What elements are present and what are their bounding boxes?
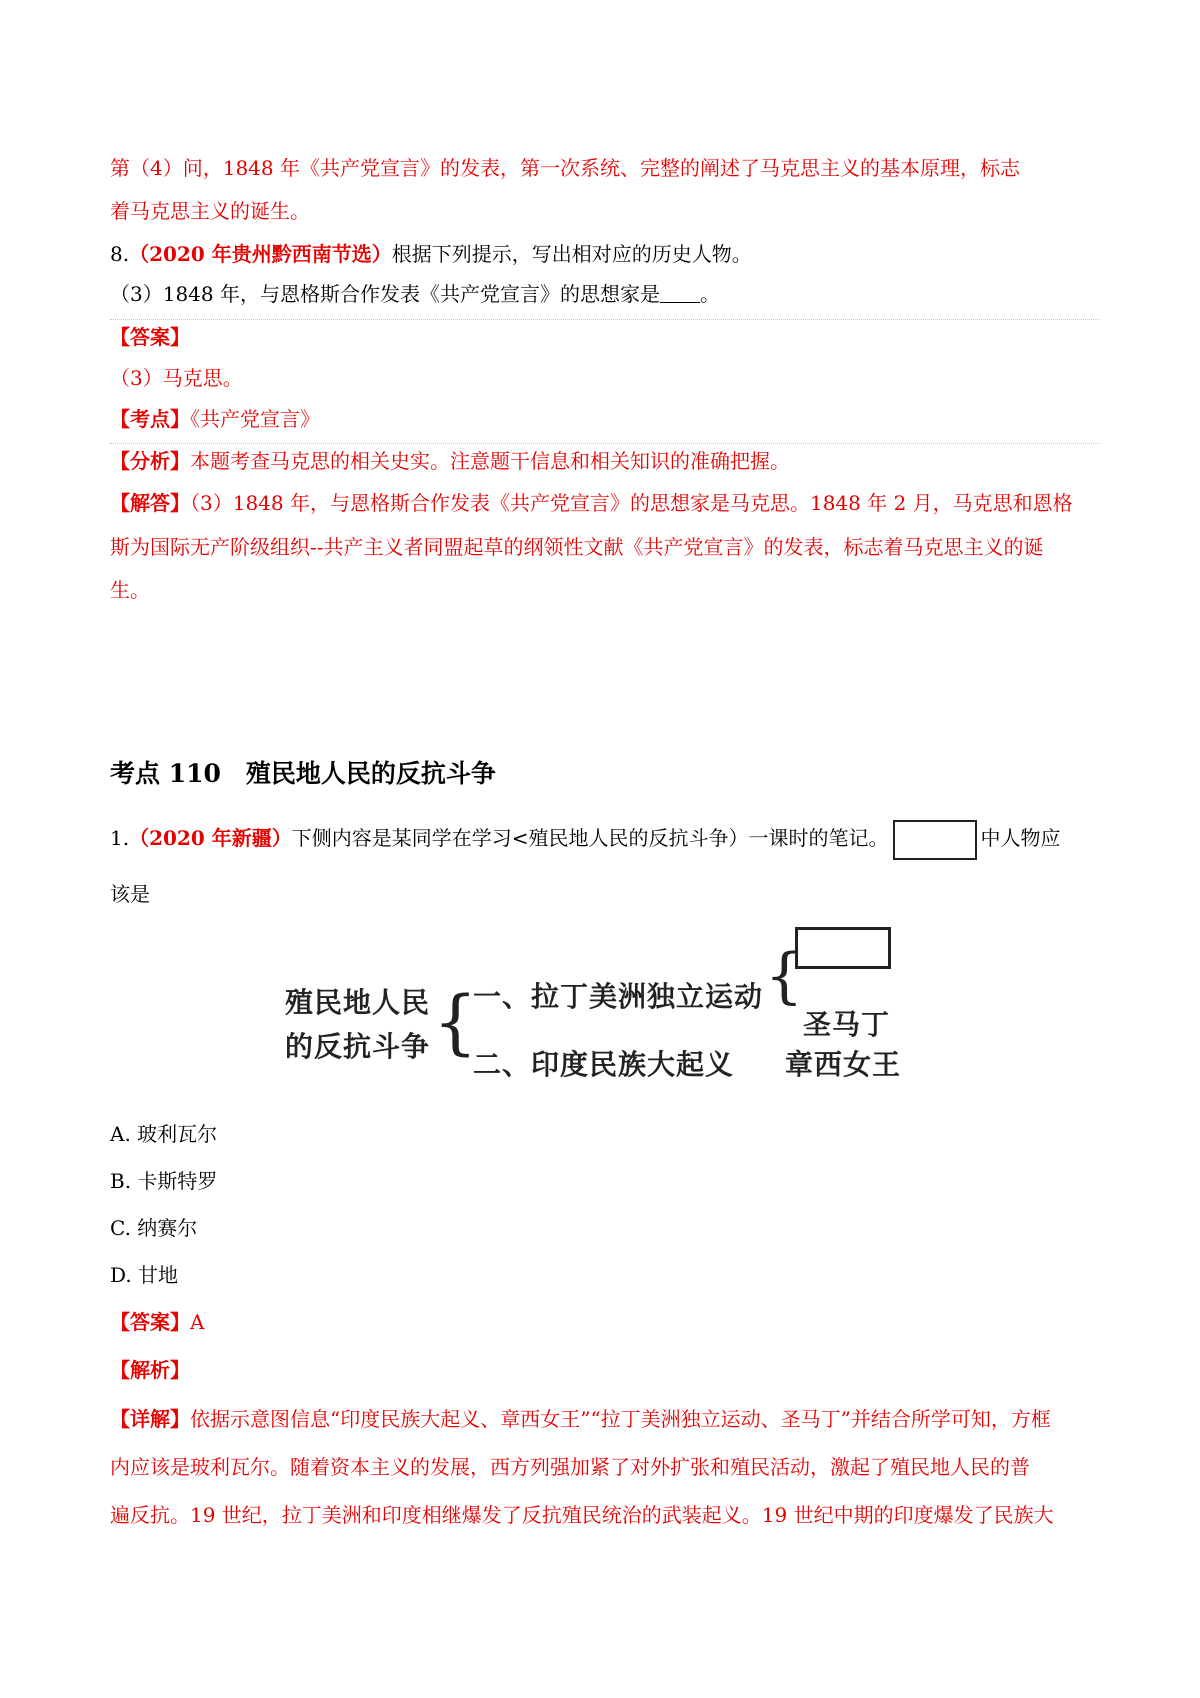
q1-xiangjie-text-1: 依据示意图信息“印度民族大起义、章西女王”“拉丁美洲独立运动、圣马丁”并结合所学可知，方框: [190, 1407, 1051, 1431]
q8-fenxi: [110, 447, 790, 475]
q8-sub-question-suffix: 。: [699, 282, 720, 306]
q8-stem: [110, 240, 752, 268]
q1-xiangjie-line-3: 遍反抗。19 世纪，拉丁美洲和印度相继爆发了反抗殖民统治的武装起义。19 世纪中期的印度爆发了民族大: [110, 1503, 1054, 1527]
q1-number: 1.: [110, 826, 130, 850]
q7-analysis-line-2: 着马克思主义的诞生。: [110, 199, 310, 223]
q1-source: （2020 年新疆）: [129, 826, 292, 850]
brace-icon: {: [433, 981, 478, 1063]
q8-answer-label: 【答案】: [110, 325, 190, 349]
blank-box: [893, 820, 977, 860]
q8-jieda-label: 【解答】: [110, 491, 190, 515]
q8-answer-text: （3）马克思。: [110, 366, 243, 390]
option-a: A. 玻利瓦尔: [110, 1122, 218, 1146]
q8-number: 8.: [110, 242, 130, 266]
diagram-branch-1: 一、拉丁美洲独立运动: [473, 980, 764, 1013]
option-d: D. 甘地: [110, 1263, 179, 1287]
diagram-leaf-2: 章西女王: [785, 1048, 902, 1081]
section-title: 考点 110 殖民地人民的反抗斗争: [110, 759, 496, 788]
q1-xiangjie-label: 【详解】: [110, 1407, 190, 1431]
q7-analysis-line-1: 第（4）问，1848 年《共产党宣言》的发表，第一次系统、完整的阐述了马克思主义的基本原理，标志: [110, 156, 1020, 180]
q1-xiangjie-line-1: [110, 1405, 1051, 1433]
option-c: C. 纳赛尔: [110, 1216, 198, 1240]
q8-stem-text: 根据下列提示，写出相对应的历史人物。: [391, 242, 752, 266]
q8-source: （2020 年贵州黔西南节选）: [129, 242, 392, 266]
q8-fenxi-text: 本题考查马克思的相关史实。注意题干信息和相关知识的准确把握。: [190, 449, 790, 473]
q8-fenxi-label: 【分析】: [110, 449, 190, 473]
diagram-blank-box: [795, 927, 891, 969]
diagram-root-line-2: 的反抗斗争: [285, 1030, 431, 1063]
q8-jieda-text-1: （3）1848 年，与恩格斯合作发表《共产党宣言》的思想家是马克思。1848 年 2 月，马克思和恩格: [190, 491, 1073, 515]
q1-stem-line-2: 该是: [110, 882, 150, 906]
divider: [110, 319, 1100, 320]
q8-jieda-line-3: 生。: [110, 578, 150, 602]
answer-blank: [660, 284, 700, 303]
q1-answer-value: A: [190, 1310, 205, 1334]
q8-kaodian-label: 【考点】: [110, 407, 190, 431]
q8-jieda-line-2: 斯为国际无产阶级组织--共产主义者同盟起草的纲领性文献《共产党宣言》的发表，标志着马克思主义的诞: [110, 535, 1044, 559]
diagram-branch-2: 二、印度民族大起义: [473, 1048, 735, 1081]
q1-xiangjie-line-2: 内应该是玻利瓦尔。随着资本主义的发展，西方列强加紧了对外扩张和殖民活动，激起了殖民地人民的普: [110, 1455, 1030, 1479]
diagram-root-line-1: 殖民地人民: [285, 986, 431, 1019]
q8-kaodian-text: 《共产党宣言》: [190, 407, 320, 431]
q1-stem-part-1: 下侧内容是某同学在学习<殖民地人民的反抗斗争）一课时的笔记。: [291, 826, 889, 850]
brace-icon: {: [765, 941, 804, 1011]
q1-stem: [110, 818, 1061, 860]
option-b: B. 卡斯特罗: [110, 1169, 218, 1193]
q1-jiexi-label: 【解析】: [110, 1358, 190, 1382]
diagram-leaf-1: 圣马丁: [803, 1008, 891, 1041]
q1-answer: [110, 1308, 204, 1336]
q8-jieda-line-1: [110, 489, 1073, 517]
divider: [110, 443, 1100, 444]
q1-stem-part-2: 中人物应: [980, 826, 1061, 850]
q8-sub-question: [110, 280, 720, 308]
q1-answer-label: 【答案】: [110, 1310, 190, 1334]
notes-diagram: [285, 925, 905, 1095]
q8-sub-question-prefix: （3）1848 年，与恩格斯合作发表《共产党宣言》的思想家是: [110, 282, 660, 306]
q8-kaodian: [110, 405, 320, 433]
